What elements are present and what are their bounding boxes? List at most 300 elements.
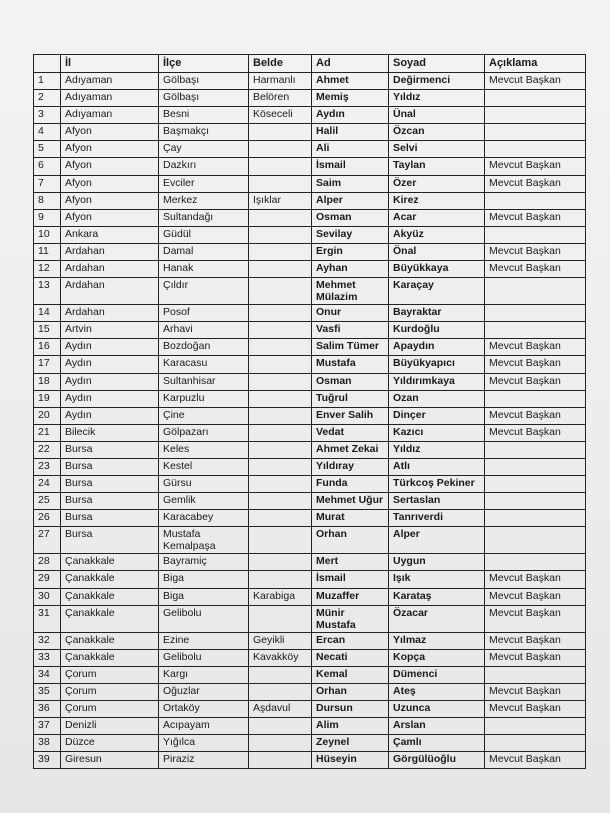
soyad-cell: Görgülüoğlu: [389, 752, 485, 769]
belde-cell: Belören: [249, 90, 312, 107]
ad-cell: Alim: [312, 718, 389, 735]
ilce-cell: Karacasu: [159, 356, 249, 373]
aciklama-cell: [485, 510, 586, 527]
row-number: 26: [34, 510, 61, 527]
il-cell: Ardahan: [61, 261, 159, 278]
table-row: [34, 510, 586, 527]
aciklama-cell: [485, 322, 586, 339]
belde-cell: Kavakköy: [249, 649, 312, 666]
soyad-cell: Uzunca: [389, 701, 485, 718]
il-cell: Düzce: [61, 735, 159, 752]
belde-cell: [249, 752, 312, 769]
table-row: [34, 683, 586, 700]
row-number: 21: [34, 424, 61, 441]
table-row: [34, 752, 586, 769]
soyad-cell: Uygun: [389, 554, 485, 571]
soyad-cell: Dinçer: [389, 407, 485, 424]
ad-cell: Memiş: [312, 90, 389, 107]
header-cell-belde: Belde: [249, 55, 312, 73]
belde-cell: [249, 666, 312, 683]
row-number: 17: [34, 356, 61, 373]
aciklama-cell: [485, 124, 586, 141]
belde-cell: [249, 424, 312, 441]
table-row: [34, 322, 586, 339]
table-row: [34, 407, 586, 424]
ilce-cell: Gürsu: [159, 476, 249, 493]
row-number: 14: [34, 305, 61, 322]
ilce-cell: Besni: [159, 107, 249, 124]
ilce-cell: Başmakçı: [159, 124, 249, 141]
aciklama-cell: [485, 305, 586, 322]
aciklama-cell: [485, 90, 586, 107]
row-number: 7: [34, 175, 61, 192]
row-number: 27: [34, 527, 61, 554]
il-cell: Afyon: [61, 192, 159, 209]
il-cell: Çorum: [61, 701, 159, 718]
ilce-cell: Karpuzlu: [159, 390, 249, 407]
soyad-cell: Selvi: [389, 141, 485, 158]
belde-cell: [249, 493, 312, 510]
ad-cell: Halil: [312, 124, 389, 141]
il-cell: Aydın: [61, 356, 159, 373]
il-cell: Çanakkale: [61, 605, 159, 632]
il-cell: Ardahan: [61, 278, 159, 305]
il-cell: Bilecik: [61, 424, 159, 441]
soyad-cell: Akyüz: [389, 226, 485, 243]
belde-cell: [249, 605, 312, 632]
ilce-cell: Gelibolu: [159, 605, 249, 632]
row-number: 31: [34, 605, 61, 632]
ad-cell: Funda: [312, 476, 389, 493]
candidate-table: [33, 54, 586, 769]
soyad-cell: Taylan: [389, 158, 485, 175]
table-row: [34, 571, 586, 588]
aciklama-cell: [485, 226, 586, 243]
ad-cell: İsmail: [312, 571, 389, 588]
soyad-cell: Türkcoş Pekiner: [389, 476, 485, 493]
soyad-cell: Tanrıverdi: [389, 510, 485, 527]
il-cell: Ardahan: [61, 243, 159, 260]
ilce-cell: Çay: [159, 141, 249, 158]
belde-cell: Köseceli: [249, 107, 312, 124]
aciklama-cell: Mevcut Başkan: [485, 424, 586, 441]
row-number: 2: [34, 90, 61, 107]
soyad-cell: Yıldız: [389, 90, 485, 107]
ad-cell: Ercan: [312, 632, 389, 649]
row-number: 23: [34, 458, 61, 475]
aciklama-cell: Mevcut Başkan: [485, 649, 586, 666]
soyad-cell: Arslan: [389, 718, 485, 735]
row-number: 33: [34, 649, 61, 666]
ad-cell: Mehmet Uğur: [312, 493, 389, 510]
ilce-cell: Karacabey: [159, 510, 249, 527]
ilce-cell: Mustafa Kemalpaşa: [159, 527, 249, 554]
row-number: 36: [34, 701, 61, 718]
soyad-cell: Ünal: [389, 107, 485, 124]
row-number: 10: [34, 226, 61, 243]
aciklama-cell: Mevcut Başkan: [485, 752, 586, 769]
ad-cell: Saim: [312, 175, 389, 192]
soyad-cell: Sertaslan: [389, 493, 485, 510]
ad-cell: Murat: [312, 510, 389, 527]
belde-cell: [249, 407, 312, 424]
table-row: [34, 632, 586, 649]
belde-cell: [249, 683, 312, 700]
ad-cell: Tuğrul: [312, 390, 389, 407]
il-cell: Giresun: [61, 752, 159, 769]
table-row: [34, 605, 586, 632]
row-number: 39: [34, 752, 61, 769]
ilce-cell: Merkez: [159, 192, 249, 209]
il-cell: Çanakkale: [61, 554, 159, 571]
soyad-cell: Atlı: [389, 458, 485, 475]
row-number: 16: [34, 339, 61, 356]
belde-cell: [249, 278, 312, 305]
ilce-cell: Çine: [159, 407, 249, 424]
ad-cell: Ali: [312, 141, 389, 158]
il-cell: Bursa: [61, 510, 159, 527]
soyad-cell: Alper: [389, 527, 485, 554]
soyad-cell: Ozan: [389, 390, 485, 407]
ad-cell: Ahmet: [312, 73, 389, 90]
row-number: 30: [34, 588, 61, 605]
il-cell: Çorum: [61, 666, 159, 683]
soyad-cell: Kazıcı: [389, 424, 485, 441]
table-row: [34, 373, 586, 390]
belde-cell: [249, 458, 312, 475]
ilce-cell: Arhavi: [159, 322, 249, 339]
aciklama-cell: Mevcut Başkan: [485, 571, 586, 588]
belde-cell: [249, 373, 312, 390]
il-cell: Aydın: [61, 339, 159, 356]
belde-cell: [249, 226, 312, 243]
belde-cell: [249, 390, 312, 407]
header-cell-ilce: İlçe: [159, 55, 249, 73]
table-row: [34, 458, 586, 475]
row-number: 3: [34, 107, 61, 124]
row-number: 6: [34, 158, 61, 175]
table-row: [34, 192, 586, 209]
soyad-cell: Kurdoğlu: [389, 322, 485, 339]
soyad-cell: Dümenci: [389, 666, 485, 683]
aciklama-cell: Mevcut Başkan: [485, 356, 586, 373]
row-number: 34: [34, 666, 61, 683]
ilce-cell: Dazkırı: [159, 158, 249, 175]
row-number: 18: [34, 373, 61, 390]
row-number: 15: [34, 322, 61, 339]
ilce-cell: Keles: [159, 441, 249, 458]
soyad-cell: Acar: [389, 209, 485, 226]
aciklama-cell: [485, 476, 586, 493]
il-cell: Bursa: [61, 476, 159, 493]
belde-cell: Karabiga: [249, 588, 312, 605]
ilce-cell: Biga: [159, 571, 249, 588]
table-row: [34, 390, 586, 407]
il-cell: Bursa: [61, 527, 159, 554]
row-number: 38: [34, 735, 61, 752]
belde-cell: Işıklar: [249, 192, 312, 209]
ilce-cell: Acıpayam: [159, 718, 249, 735]
row-number: 35: [34, 683, 61, 700]
ilce-cell: Oğuzlar: [159, 683, 249, 700]
ad-cell: İsmail: [312, 158, 389, 175]
table-row: [34, 476, 586, 493]
soyad-cell: Çamlı: [389, 735, 485, 752]
ad-cell: Ahmet Zekai: [312, 441, 389, 458]
table-row: [34, 141, 586, 158]
il-cell: Afyon: [61, 124, 159, 141]
il-cell: Çanakkale: [61, 571, 159, 588]
ad-cell: Kemal: [312, 666, 389, 683]
soyad-cell: Değirmenci: [389, 73, 485, 90]
belde-cell: Harmanlı: [249, 73, 312, 90]
header-cell-soyad: Soyad: [389, 55, 485, 73]
ilce-cell: Kargı: [159, 666, 249, 683]
ilce-cell: Güdül: [159, 226, 249, 243]
il-cell: Bursa: [61, 458, 159, 475]
ilce-cell: Gemlik: [159, 493, 249, 510]
table-row: [34, 735, 586, 752]
aciklama-cell: Mevcut Başkan: [485, 175, 586, 192]
aciklama-cell: [485, 735, 586, 752]
table-row: [34, 339, 586, 356]
aciklama-cell: [485, 390, 586, 407]
aciklama-cell: Mevcut Başkan: [485, 407, 586, 424]
table-row: [34, 424, 586, 441]
il-cell: Adıyaman: [61, 107, 159, 124]
belde-cell: [249, 476, 312, 493]
il-cell: Ankara: [61, 226, 159, 243]
table-row: [34, 718, 586, 735]
table-row: [34, 527, 586, 554]
table-row: [34, 107, 586, 124]
ad-cell: Osman: [312, 209, 389, 226]
table-row: [34, 226, 586, 243]
ad-cell: Salim Tümer: [312, 339, 389, 356]
aciklama-cell: Mevcut Başkan: [485, 73, 586, 90]
row-number: 4: [34, 124, 61, 141]
ilce-cell: Biga: [159, 588, 249, 605]
table-row: [34, 356, 586, 373]
table-row: [34, 649, 586, 666]
ilce-cell: Ortaköy: [159, 701, 249, 718]
table-row: [34, 209, 586, 226]
aciklama-cell: Mevcut Başkan: [485, 683, 586, 700]
table-row: [34, 124, 586, 141]
soyad-cell: Kirez: [389, 192, 485, 209]
aciklama-cell: Mevcut Başkan: [485, 373, 586, 390]
soyad-cell: Büyükkaya: [389, 261, 485, 278]
soyad-cell: Bayraktar: [389, 305, 485, 322]
il-cell: Aydın: [61, 390, 159, 407]
belde-cell: [249, 441, 312, 458]
il-cell: Bursa: [61, 441, 159, 458]
ilce-cell: Sultanhisar: [159, 373, 249, 390]
table-row: [34, 73, 586, 90]
aciklama-cell: [485, 666, 586, 683]
ilce-cell: Sultandağı: [159, 209, 249, 226]
ilce-cell: Bayramiç: [159, 554, 249, 571]
belde-cell: [249, 158, 312, 175]
ilce-cell: Kestel: [159, 458, 249, 475]
ad-cell: Onur: [312, 305, 389, 322]
belde-cell: [249, 527, 312, 554]
il-cell: Afyon: [61, 158, 159, 175]
belde-cell: [249, 124, 312, 141]
aciklama-cell: [485, 107, 586, 124]
soyad-cell: Yıldırımkaya: [389, 373, 485, 390]
soyad-cell: Önal: [389, 243, 485, 260]
table-row: [34, 493, 586, 510]
aciklama-cell: [485, 493, 586, 510]
row-number: 20: [34, 407, 61, 424]
il-cell: Aydın: [61, 373, 159, 390]
table-row: [34, 175, 586, 192]
belde-cell: [249, 175, 312, 192]
aciklama-cell: [485, 527, 586, 554]
aciklama-cell: Mevcut Başkan: [485, 261, 586, 278]
ad-cell: Mustafa: [312, 356, 389, 373]
table-row: [34, 441, 586, 458]
belde-cell: [249, 356, 312, 373]
ilce-cell: Yığılca: [159, 735, 249, 752]
soyad-cell: Karataş: [389, 588, 485, 605]
aciklama-cell: Mevcut Başkan: [485, 209, 586, 226]
aciklama-cell: [485, 441, 586, 458]
header-row: [34, 55, 586, 73]
ilce-cell: Posof: [159, 305, 249, 322]
ad-cell: Zeynel: [312, 735, 389, 752]
ilce-cell: Gölpazarı: [159, 424, 249, 441]
soyad-cell: Yılmaz: [389, 632, 485, 649]
soyad-cell: Karaçay: [389, 278, 485, 305]
table-row: [34, 158, 586, 175]
soyad-cell: Ateş: [389, 683, 485, 700]
header-cell-ad: Ad: [312, 55, 389, 73]
aciklama-cell: Mevcut Başkan: [485, 339, 586, 356]
row-number: 1: [34, 73, 61, 90]
aciklama-cell: [485, 141, 586, 158]
row-number: 11: [34, 243, 61, 260]
ad-cell: Muzaffer: [312, 588, 389, 605]
aciklama-cell: Mevcut Başkan: [485, 243, 586, 260]
ad-cell: Ergin: [312, 243, 389, 260]
row-number: 24: [34, 476, 61, 493]
table-row: [34, 701, 586, 718]
table-row: [34, 666, 586, 683]
aciklama-cell: Mevcut Başkan: [485, 158, 586, 175]
ad-cell: Osman: [312, 373, 389, 390]
belde-cell: [249, 305, 312, 322]
aciklama-cell: Mevcut Başkan: [485, 588, 586, 605]
table-row: [34, 554, 586, 571]
row-number: 12: [34, 261, 61, 278]
row-number: 5: [34, 141, 61, 158]
table-row: [34, 261, 586, 278]
ad-cell: Vasfi: [312, 322, 389, 339]
table-row: [34, 243, 586, 260]
table-row: [34, 278, 586, 305]
il-cell: Denizli: [61, 718, 159, 735]
belde-cell: Aşdavul: [249, 701, 312, 718]
row-number: 19: [34, 390, 61, 407]
belde-cell: [249, 571, 312, 588]
ilce-cell: Ezine: [159, 632, 249, 649]
row-number: 37: [34, 718, 61, 735]
belde-cell: [249, 322, 312, 339]
aciklama-cell: [485, 458, 586, 475]
aciklama-cell: [485, 278, 586, 305]
il-cell: Artvin: [61, 322, 159, 339]
aciklama-cell: Mevcut Başkan: [485, 632, 586, 649]
belde-cell: [249, 209, 312, 226]
table-row: [34, 588, 586, 605]
il-cell: Bursa: [61, 493, 159, 510]
table-row: [34, 305, 586, 322]
header-cell-no: [34, 55, 61, 73]
ad-cell: Enver Salih: [312, 407, 389, 424]
belde-cell: [249, 243, 312, 260]
aciklama-cell: [485, 554, 586, 571]
soyad-cell: Özer: [389, 175, 485, 192]
ad-cell: Ayhan: [312, 261, 389, 278]
belde-cell: Geyikli: [249, 632, 312, 649]
soyad-cell: Özcan: [389, 124, 485, 141]
header-cell-il: İl: [61, 55, 159, 73]
ad-cell: Mert: [312, 554, 389, 571]
il-cell: Ardahan: [61, 305, 159, 322]
il-cell: Adıyaman: [61, 90, 159, 107]
aciklama-cell: Mevcut Başkan: [485, 605, 586, 632]
ilce-cell: Gölbaşı: [159, 90, 249, 107]
table-row: [34, 90, 586, 107]
il-cell: Adıyaman: [61, 73, 159, 90]
belde-cell: [249, 261, 312, 278]
row-number: 22: [34, 441, 61, 458]
ilce-cell: Hanak: [159, 261, 249, 278]
ilce-cell: Gölbaşı: [159, 73, 249, 90]
ilce-cell: Çıldır: [159, 278, 249, 305]
soyad-cell: Özacar: [389, 605, 485, 632]
aciklama-cell: [485, 718, 586, 735]
ilce-cell: Bozdoğan: [159, 339, 249, 356]
soyad-cell: Apaydın: [389, 339, 485, 356]
il-cell: Aydın: [61, 407, 159, 424]
ilce-cell: Gelibolu: [159, 649, 249, 666]
il-cell: Afyon: [61, 175, 159, 192]
row-number: 13: [34, 278, 61, 305]
ad-cell: Alper: [312, 192, 389, 209]
ad-cell: Münir Mustafa: [312, 605, 389, 632]
row-number: 9: [34, 209, 61, 226]
il-cell: Çanakkale: [61, 649, 159, 666]
aciklama-cell: [485, 192, 586, 209]
ad-cell: Dursun: [312, 701, 389, 718]
ad-cell: Hüseyin: [312, 752, 389, 769]
ad-cell: Mehmet Mülazim: [312, 278, 389, 305]
belde-cell: [249, 510, 312, 527]
ad-cell: Yıldıray: [312, 458, 389, 475]
soyad-cell: Büyükyapıcı: [389, 356, 485, 373]
soyad-cell: Kopça: [389, 649, 485, 666]
belde-cell: [249, 554, 312, 571]
ad-cell: Aydın: [312, 107, 389, 124]
row-number: 32: [34, 632, 61, 649]
belde-cell: [249, 735, 312, 752]
row-number: 29: [34, 571, 61, 588]
ilce-cell: Piraziz: [159, 752, 249, 769]
ad-cell: Orhan: [312, 527, 389, 554]
